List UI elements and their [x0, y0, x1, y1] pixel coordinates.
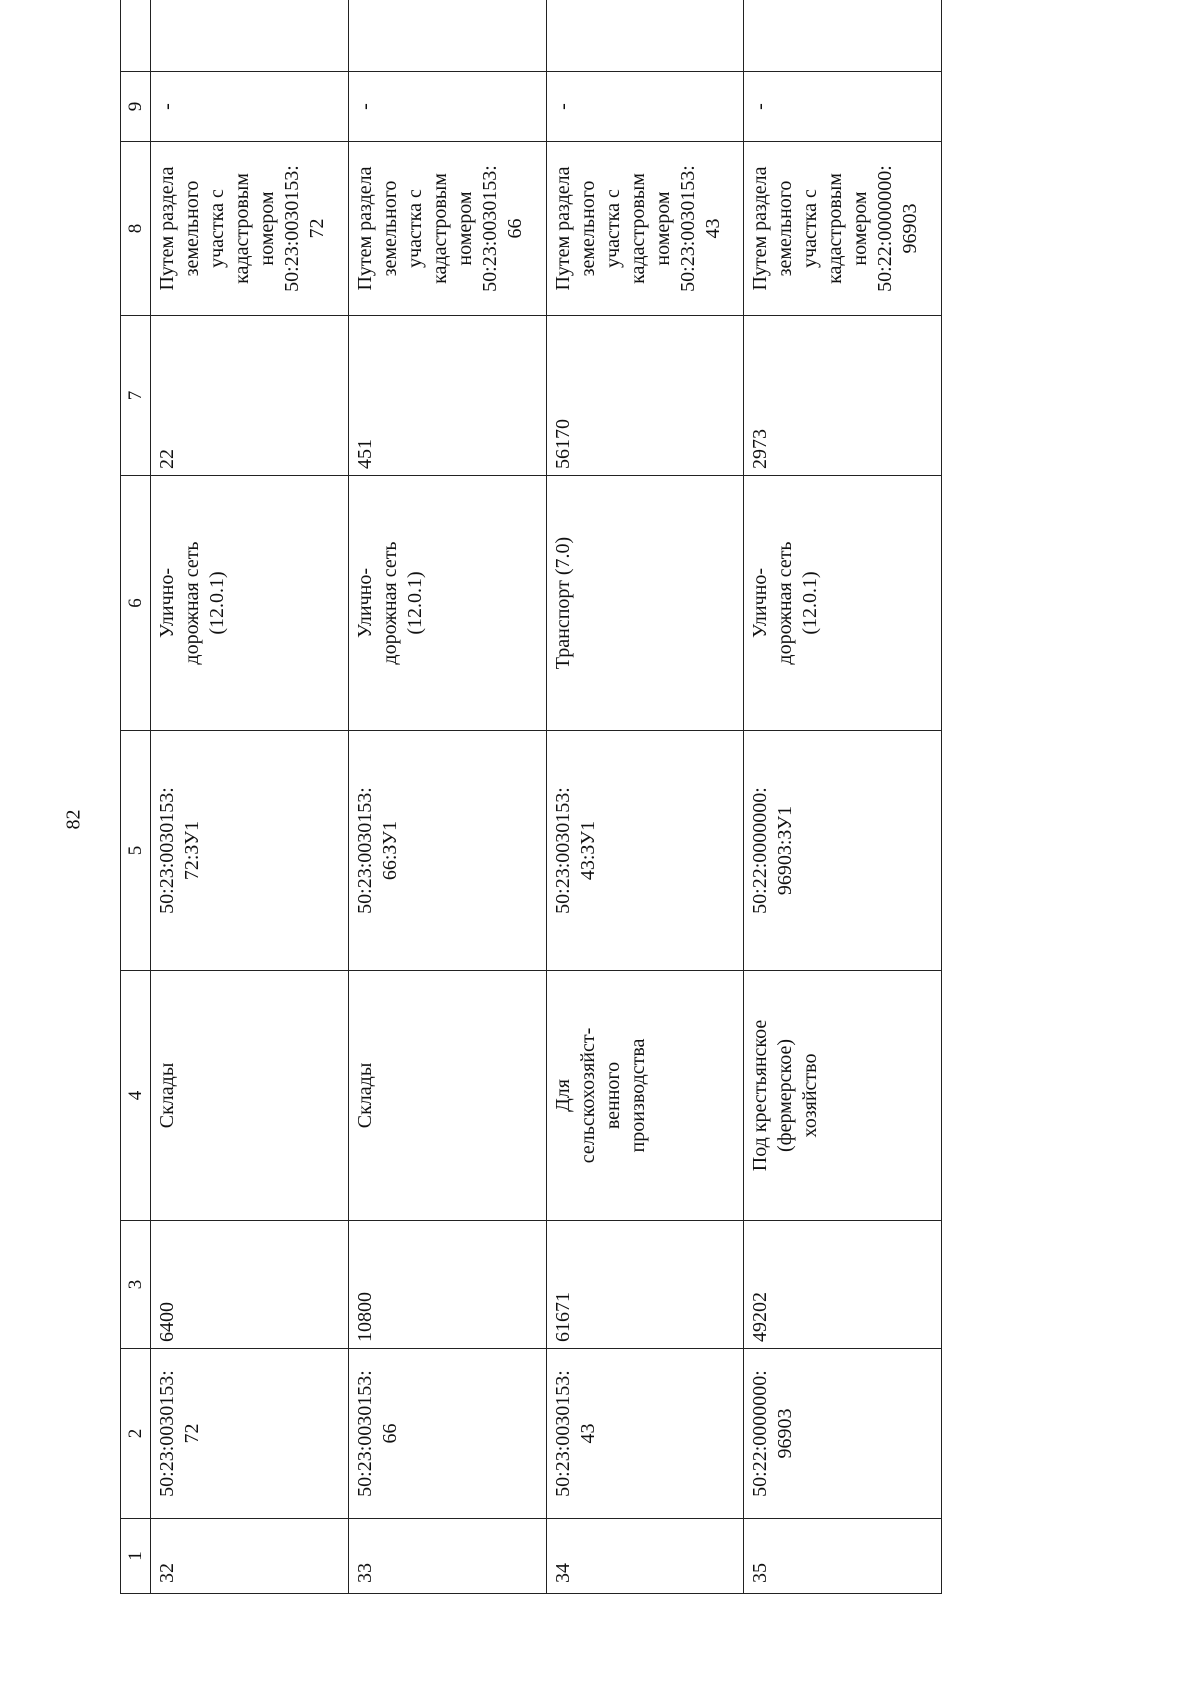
cadastral-number-cell: 50:23:0030153: 66: [348, 1349, 546, 1519]
area-cell: 10800: [348, 1221, 546, 1349]
permitted-use-cell: Под крестьянское (фермерское) хозяйство: [744, 971, 942, 1221]
new-area-cell: 451: [348, 316, 546, 476]
column-header: 9: [121, 72, 151, 142]
new-use-cell: Транспорт (7.0): [546, 476, 744, 731]
cadastral-number-cell: 50:23:0030153: 43: [546, 1349, 744, 1519]
row-number-cell: 35: [744, 1519, 942, 1594]
formation-method-cell: Путем раздела земельного участка с кадастровым номером 50:22:0000000: 96903: [744, 142, 942, 316]
column-header: 1: [121, 1519, 151, 1594]
note-cell: [348, 0, 546, 72]
note-cell: [546, 0, 744, 72]
new-area-cell: 22: [151, 316, 349, 476]
table-row: [546, 0, 744, 1594]
row-number-cell: 32: [151, 1519, 349, 1594]
row-number-cell: 34: [546, 1519, 744, 1594]
table-row: [348, 0, 546, 1594]
land-plots-table-rotated: [120, 46, 942, 1594]
column-header: 5: [121, 731, 151, 971]
row-number-cell: 33: [348, 1519, 546, 1594]
table-row: [744, 0, 942, 1594]
encumbrance-cell: -: [546, 72, 744, 142]
new-plot-number-cell: 50:23:0030153: 72:ЗУ1: [151, 731, 349, 971]
note-cell: [744, 0, 942, 72]
column-header: 8: [121, 142, 151, 316]
encumbrance-cell: -: [151, 72, 349, 142]
note-cell: [151, 0, 349, 72]
column-header: 7: [121, 316, 151, 476]
page-number: 82: [62, 809, 85, 830]
permitted-use-cell: Склады: [348, 971, 546, 1221]
cadastral-number-cell: 50:22:0000000: 96903: [744, 1349, 942, 1519]
column-header: [121, 0, 151, 72]
new-plot-number-cell: 50:22:0000000: 96903:ЗУ1: [744, 731, 942, 971]
permitted-use-cell: Склады: [151, 971, 349, 1221]
formation-method-cell: Путем раздела земельного участка с кадастровым номером 50:23:0030153: 43: [546, 142, 744, 316]
new-use-cell: Улично- дорожная сеть (12.0.1): [348, 476, 546, 731]
column-header: 3: [121, 1221, 151, 1349]
area-cell: 49202: [744, 1221, 942, 1349]
table-row: [151, 0, 349, 1594]
encumbrance-cell: -: [744, 72, 942, 142]
new-use-cell: Улично- дорожная сеть (12.0.1): [151, 476, 349, 731]
column-header: 4: [121, 971, 151, 1221]
land-plots-table: [120, 0, 942, 1594]
column-header: 2: [121, 1349, 151, 1519]
new-use-cell: Улично- дорожная сеть (12.0.1): [744, 476, 942, 731]
cadastral-number-cell: 50:23:0030153: 72: [151, 1349, 349, 1519]
permitted-use-cell: Для сельскохозяйст- венного производства: [546, 971, 744, 1221]
formation-method-cell: Путем раздела земельного участка с кадастровым номером 50:23:0030153: 66: [348, 142, 546, 316]
encumbrance-cell: -: [348, 72, 546, 142]
area-cell: 61671: [546, 1221, 744, 1349]
column-number-row: [121, 0, 151, 1594]
formation-method-cell: Путем раздела земельного участка с кадастровым номером 50:23:0030153: 72: [151, 142, 349, 316]
area-cell: 6400: [151, 1221, 349, 1349]
new-plot-number-cell: 50:23:0030153: 66:ЗУ1: [348, 731, 546, 971]
column-header: 6: [121, 476, 151, 731]
new-area-cell: 2973: [744, 316, 942, 476]
new-plot-number-cell: 50:23:0030153: 43:ЗУ1: [546, 731, 744, 971]
new-area-cell: 56170: [546, 316, 744, 476]
